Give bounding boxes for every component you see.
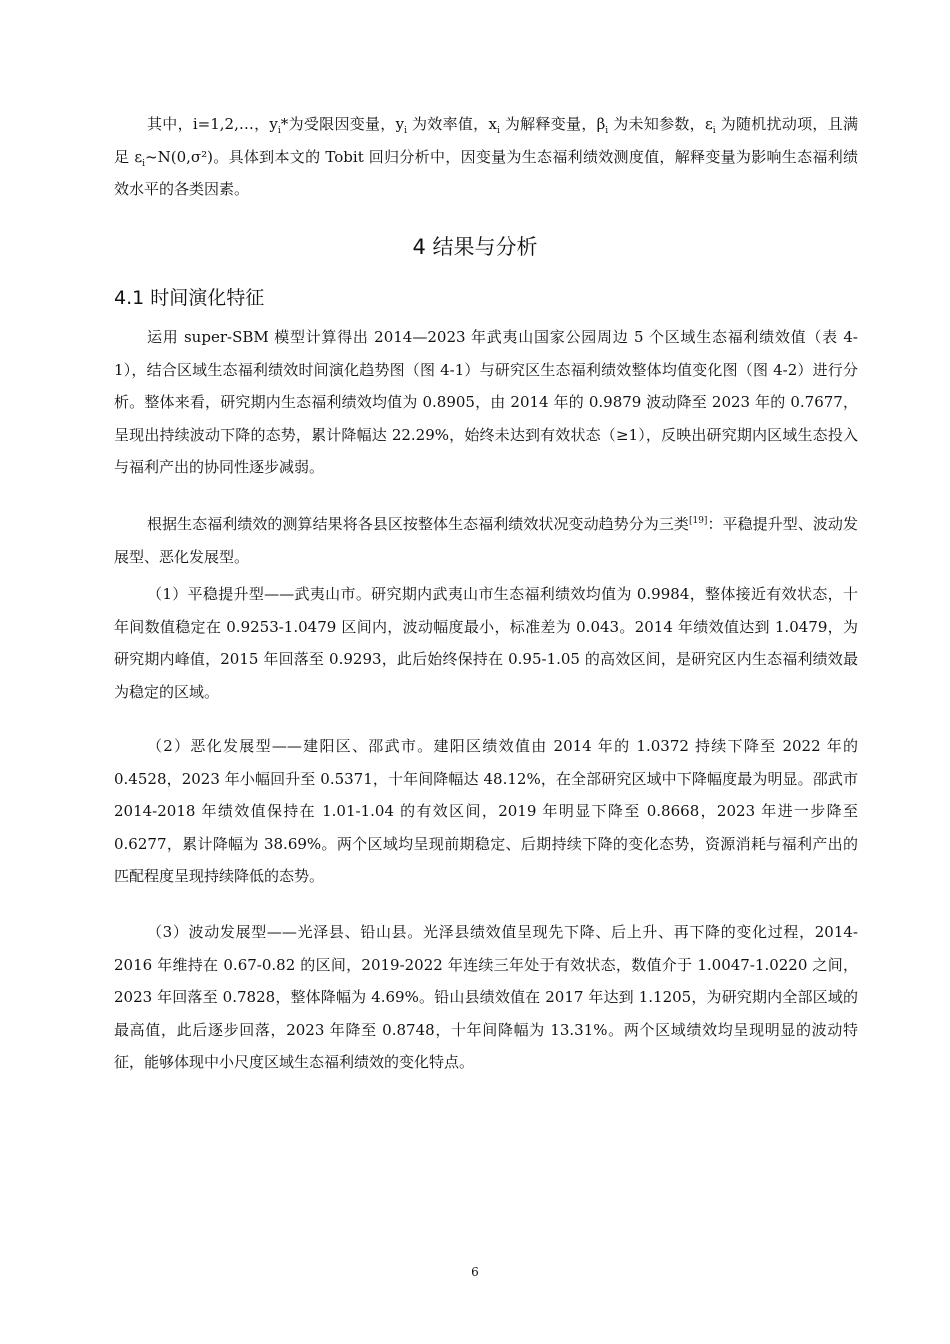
text-run: ~N(0,σ²)。具体到本文的 Tobit 回归分析中，因变量为生态福利绩效测度值，解释变量为影响生态福利绩效水平的各类因素。 (114, 147, 858, 198)
text-run: 为效率值，x (406, 115, 497, 133)
subscript: i (712, 126, 716, 136)
overview-paragraph: 运用 super-SBM 模型计算得出 2014—2023 年武夷山国家公园周边 5 个区域生态福利绩效值（表 4-1），结合区域生态福利绩效时间演化趋势图（图 4-1）与研究区生态福利绩效整体均值变化图（图 4-2）进行分析。整体来看，研究期内生态福利绩效均值为 0.8905，由 2014 年的 0.9879 波动降至 2023 年的 0.7677，呈现出持续波动下降的态势，累计降幅达 22.29%，始终未达到有效状态（≥1），反映出研究期内区域生态投入与福利产出的协同性逐步减弱。 (114, 328, 858, 476)
text-run: 为解释变量，β (499, 115, 606, 133)
subscript: i (605, 126, 609, 136)
text-run: 为未知参数，ε (608, 115, 713, 133)
text-run: 根据生态福利绩效的测算结果将各县区按整体生态福利绩效状况变动趋势分为三类 (147, 515, 689, 533)
classification-paragraph (114, 508, 858, 573)
tobit-explanation-paragraph (114, 108, 858, 206)
citation-reference: [19] (688, 516, 708, 526)
subscript: i (404, 126, 407, 136)
subsection-heading: 4.1 时间演化特征 (114, 287, 265, 309)
text-run: 为随机扰动项，且满足 ε (114, 115, 858, 166)
fluctuating-type-paragraph: （3）波动发展型——光泽县、铅山县。光泽县绩效值呈现先下降、后上升、再下降的变化过程，2014-2016 年维持在 0.67-0.82 的区间，2019-2022 年连续三年处于有效状态，数值介于 1.0047-1.0220 之间，2023 年回落至 0.7828，整体降幅为 4.69%。铅山县绩效值在 2017 年达到 1.1205，为研究期内全部区域的最高值，此后逐步回落，2023 年降至 0.8748，十年间降幅为 13.31%。两个区域绩效均呈现明显的波动特征，能够体现中小尺度区域生态福利绩效的变化特点。 (114, 923, 858, 1071)
subscript: i (496, 126, 500, 136)
section-heading: 4 结果与分析 (412, 235, 538, 259)
text-run: ：平稳提升型、波动发展型、恶化发展型。 (114, 515, 858, 566)
deteriorating-type-paragraph: （2）恶化发展型——建阳区、邵武市。建阳区绩效值由 2014 年的 1.0372 持续下降至 2022 年的 0.4528，2023 年小幅回升至 0.5371，十年间降幅达 48.12%，在全部研究区域中下降幅度最为明显。邵武市 2014-2018 年绩效值保持在 1.01-1.04 的有效区间，2019 年明显下降至 0.8668，2023 年进一步降至 0.6277，累计降幅为 38.69%。两个区域均呈现前期稳定、后期持续下降的变化态势，资源消耗与福利产出的匹配程度呈现持续降低的态势。 (114, 737, 858, 885)
text-run: 其中，i=1,2,…，y (147, 115, 278, 133)
subscript: i (142, 158, 146, 169)
stable-type-paragraph: （1）平稳提升型——武夷山市。研究期内武夷山市生态福利绩效均值为 0.9984，整体接近有效状态，十年间数值稳定在 0.9253-1.0479 区间内，波动幅度最小，标准差为 0.043。2014 年绩效值达到 1.0479，为研究期内峰值，2015 年回落至 0.9293，此后始终保持在 0.95-1.05 的高效区间，是研究区内生态福利绩效最为稳定的区域。 (114, 585, 858, 701)
page-number: 6 (471, 1265, 479, 1279)
subscript: i (277, 126, 281, 136)
text-run: *为受限因变量，y (280, 115, 405, 133)
